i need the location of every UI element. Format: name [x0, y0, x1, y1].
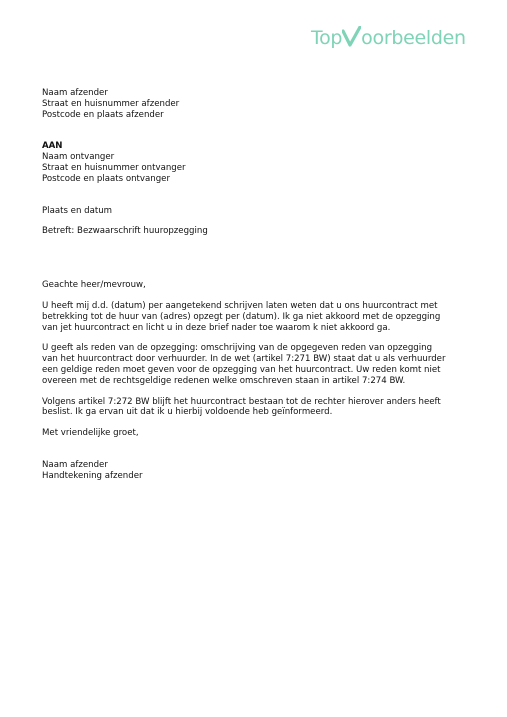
salutation: Geachte heer/mevrouw,	[42, 280, 146, 291]
sender-street: Straat en huisnummer afzender	[42, 98, 180, 109]
recipient-postcode: Postcode en plaats ontvanger	[42, 173, 171, 184]
paragraph-1	[42, 301, 462, 333]
signature-handtekening: Handtekening afzender	[42, 470, 143, 481]
paragraph-line: overeen met de rechtsgeldige redenen welke omschreven staan in artikel 7:274 BW.	[42, 375, 406, 386]
sender-postcode: Postcode en plaats afzender	[42, 109, 164, 120]
paragraph-3	[42, 397, 462, 419]
paragraph-2	[42, 343, 462, 386]
paragraph-line: van het huurcontract door verhuurder. In de wet (artikel 7:271 BW) staat dat u als verhuurder	[42, 354, 446, 365]
recipient-address	[42, 141, 462, 184]
paragraph-line: een geldige reden moet geven voor de opzegging van het huurcontract. Uw reden komt niet	[42, 364, 441, 375]
letter-body	[42, 88, 462, 482]
logo-text-top: Top	[311, 27, 343, 49]
paragraph-line: beslist. Ik ga ervan uit dat ik u hierbij voldoende heb geïnformeerd.	[42, 407, 333, 418]
sender-name: Naam afzender	[42, 88, 108, 98]
closing: Met vriendelijke groet,	[42, 428, 139, 439]
recipient-name: Naam ontvanger	[42, 152, 115, 163]
sender-address	[42, 88, 462, 120]
recipient-street: Straat en huisnummer ontvanger	[42, 162, 186, 173]
logo-text-oorbeelden: oorbeelden	[361, 27, 466, 49]
paragraph-line: U geeft als reden van de opzegging: omschrijving van de opgegeven reden van opzegging	[42, 343, 433, 354]
paragraph-line: van jet huurcontract en licht u in deze brief nader toe waarom k niet akkoord ga.	[42, 322, 391, 333]
paragraph-line: betrekking tot de huur van (adres) opzegt per (datum). Ik ga niet akkoord met de opzegging	[42, 311, 441, 322]
recipient-heading: AAN	[42, 141, 63, 152]
signature-block	[42, 460, 462, 482]
topvoorbeelden-logo	[311, 26, 466, 50]
signature-name: Naam afzender	[42, 459, 108, 470]
place-and-date: Plaats en datum	[42, 205, 113, 216]
checkmark-v-icon	[342, 26, 361, 50]
subject-line: Betreft: Bezwaarschrift huuropzegging	[42, 226, 208, 237]
paragraph-line: U heeft mij d.d. (datum) per aangetekend schrijven laten weten dat u ons huurcontract met	[42, 300, 438, 311]
paragraph-line: Volgens artikel 7:272 BW blijft het huurcontract bestaan tot de rechter hierover anders heeft	[42, 396, 441, 407]
